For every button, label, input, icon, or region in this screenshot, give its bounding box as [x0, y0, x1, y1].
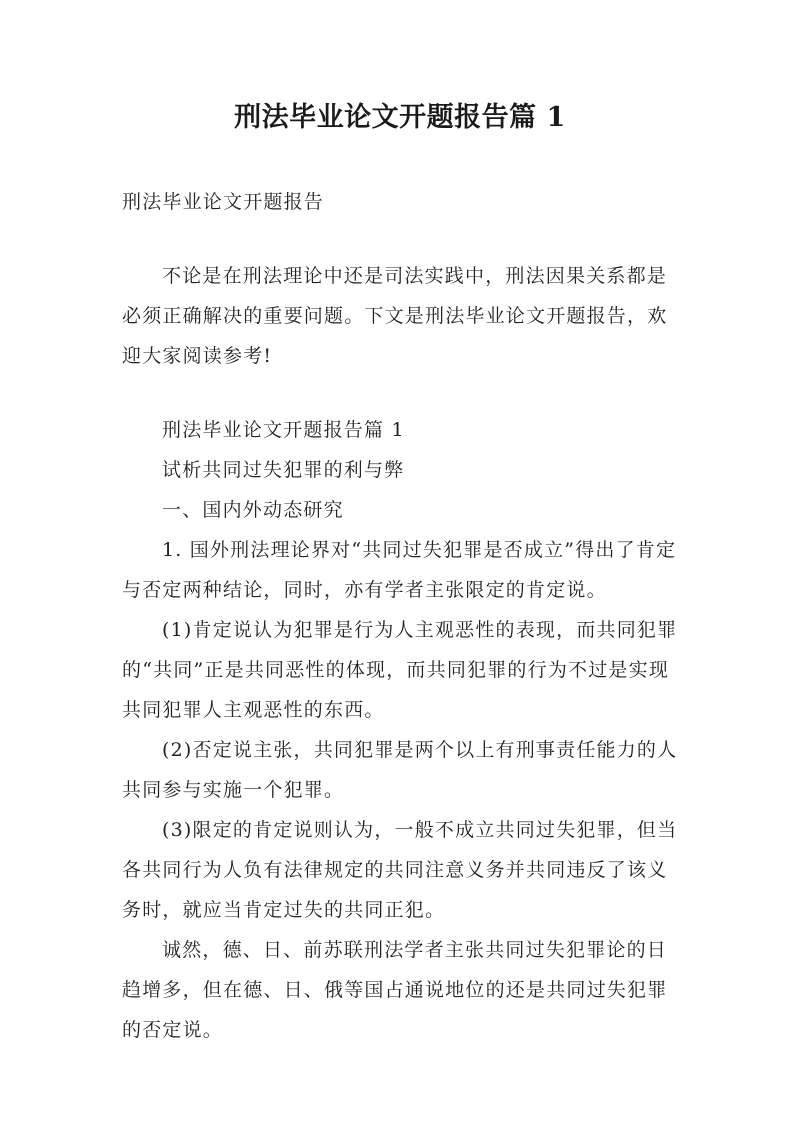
- content-section: [122, 410, 682, 1050]
- intro-section: [122, 256, 682, 376]
- paragraph-conclusion: 诚然，德、日、前苏联刑法学者主张共同过失犯罪论的日趋增多，但在德、日、俄等国占通说地位的还是共同过失犯罪的否定说。: [122, 939, 668, 1041]
- paragraph-affirmative-view: (1)肯定说认为犯罪是行为人主观恶性的表现，而共同犯罪的“共同”正是共同恶性的体现，而共同犯罪的行为不过是实现共同犯罪人主观恶性的东西。: [122, 619, 678, 721]
- paper-title: 试析共同过失犯罪的利与弊: [162, 459, 405, 481]
- document-subtitle: 刑法毕业论文开题报告: [122, 191, 325, 213]
- section-heading: 刑法毕业论文开题报告篇 1: [162, 419, 405, 441]
- paragraph-foreign-theory: 1. 国外刑法理论界对“共同过失犯罪是否成立”得出了肯定与否定两种结论，同时，亦有学者主张限定的肯定说。: [122, 539, 677, 601]
- paragraph-negative-view: (2)否定说主张，共同犯罪是两个以上有刑事责任能力的人共同参与实施一个犯罪。: [122, 739, 678, 801]
- document-title: 刑法毕业论文开题报告篇 1: [234, 102, 566, 133]
- chapter-heading: 一、国内外动态研究: [162, 499, 344, 521]
- paragraph-limited-view: (3)限定的肯定说则认为，一般不成立共同过失犯罪，但当各共同行为人负有法律规定的共同注意义务并共同违反了该义务时，就应当肯定过失的共同正犯。: [122, 819, 678, 921]
- intro-paragraph: 不论是在刑法理论中还是司法实践中，刑法因果关系都是必须正确解决的重要问题。下文是刑法毕业论文开题报告，欢迎大家阅读参考!: [122, 265, 668, 367]
